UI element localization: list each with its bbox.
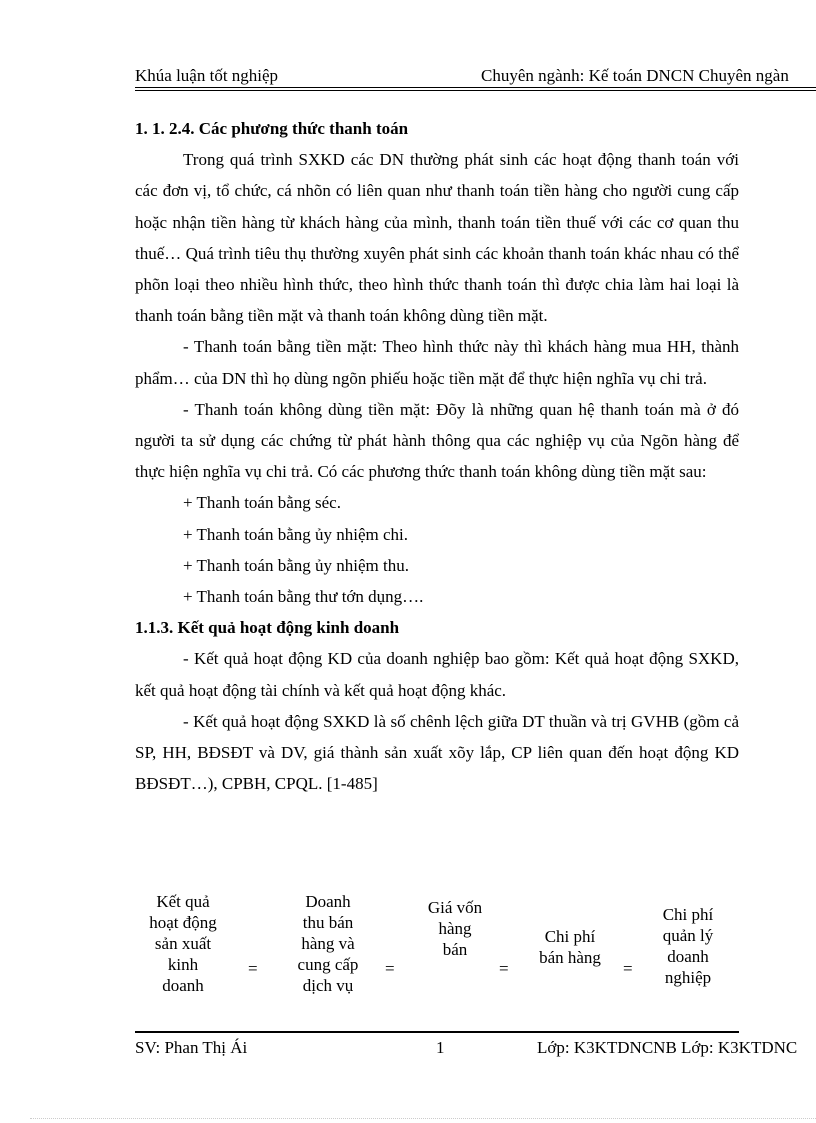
section-heading: 1. 1. 2.4. Các phương thức thanh toán xyxy=(135,119,409,138)
list-item: + Thanh toán bằng ủy nhiệm chi. xyxy=(183,524,409,544)
list-item: + Thanh toán bằng thư tớn dụng…. xyxy=(183,587,424,607)
page-edge-divider xyxy=(30,1118,816,1119)
minus-sign: = xyxy=(499,959,509,978)
header-rule-bottom xyxy=(135,90,816,91)
page-header xyxy=(135,66,816,86)
paragraph: Trong quá trình SXKD các DN thường phát sinh các hoạt động thanh toán với các đơn vị, tổ chức, cá nhõn có liên quan như thanh toán tiền hàng cho người cung cấp hoặc nhận tiền hàng từ khách hàng của mình, thanh toán tiền thuế với các cơ quan thu thuế… Quá trình tiêu thụ thường xuyên phát sinh các khoản thanh toán khác nhau có thể phõn loại theo nhiều hình thức, theo hình thức thanh toán thì được chia làm hai loại là thanh toán bằng tiền mặt và thanh toán không dùng tiền mặt. xyxy=(135,150,739,326)
formula-term-revenue: Doanh thu bán hàng và cung cấp dịch vụ xyxy=(297,892,359,995)
header-left: Khúa luận tốt nghiệp xyxy=(135,66,279,85)
footer-rule xyxy=(135,1031,739,1033)
paragraph: - Thanh toán bằng tiền mặt: Theo hình thức này thì khách hàng mua HH, thành phẩm… của DN thì họ dùng ngõn phiếu hoặc tiền mặt để thực hiện nghĩa vụ chi trả. xyxy=(135,337,739,388)
minus-sign: = xyxy=(385,959,395,978)
document-body xyxy=(135,113,739,799)
formula-term-result: Kết quả hoạt động sản xuất kinh doanh xyxy=(149,892,217,995)
footer-class: Lớp: K3KTDNCNB Lớp: K3KTDNC xyxy=(537,1038,798,1057)
paragraph: - Thanh toán không dùng tiền mặt: Đõy là những quan hệ thanh toán mà ở đó người ta sử dụng các chứng từ phát hành thông qua các nghiệp vụ của Ngõn hàng để thực hiện nghĩa vụ chi trả. Có các phương thức thanh toán không dùng tiền mặt sau: xyxy=(135,399,739,482)
list-item: + Thanh toán bằng ủy nhiệm thu. xyxy=(183,555,409,575)
formula-term-cogs: Giá vốn hàng bán xyxy=(427,898,483,959)
paragraph: - Kết quả hoạt động KD của doanh nghiệp bao gồm: Kết quả hoạt động SXKD, kết quả hoạt động tài chính và kết quả hoạt động khác. xyxy=(135,649,739,700)
section-heading: 1.1.3. Kết quả hoạt động kinh doanh xyxy=(135,618,400,638)
header-rule-top xyxy=(135,87,816,88)
formula-term-admin-cost: Chi phí quản lý doanh nghiệp xyxy=(662,905,714,987)
paragraph: - Kết quả hoạt động SXKD là số chênh lệch giữa DT thuần và trị GVHB (gồm cả SP, HH, BĐSĐT và DV, giá thành sản xuất xõy lắp, CP liên quan đến hoạt động KD BĐSĐT…), CPBH, CPQL. [1-485] xyxy=(135,711,739,794)
list-item: + Thanh toán bằng séc. xyxy=(183,493,341,513)
minus-sign: = xyxy=(623,959,633,978)
formula xyxy=(135,891,739,1001)
header-right: Chuyên ngành: Kế toán DNCN Chuyên ngàn xyxy=(481,66,789,85)
footer-student: SV: Phan Thị Ái xyxy=(135,1038,248,1057)
page-number: 1 xyxy=(436,1038,445,1057)
equals-sign: = xyxy=(248,959,258,978)
formula-term-selling-cost: Chi phí bán hàng xyxy=(539,927,601,967)
